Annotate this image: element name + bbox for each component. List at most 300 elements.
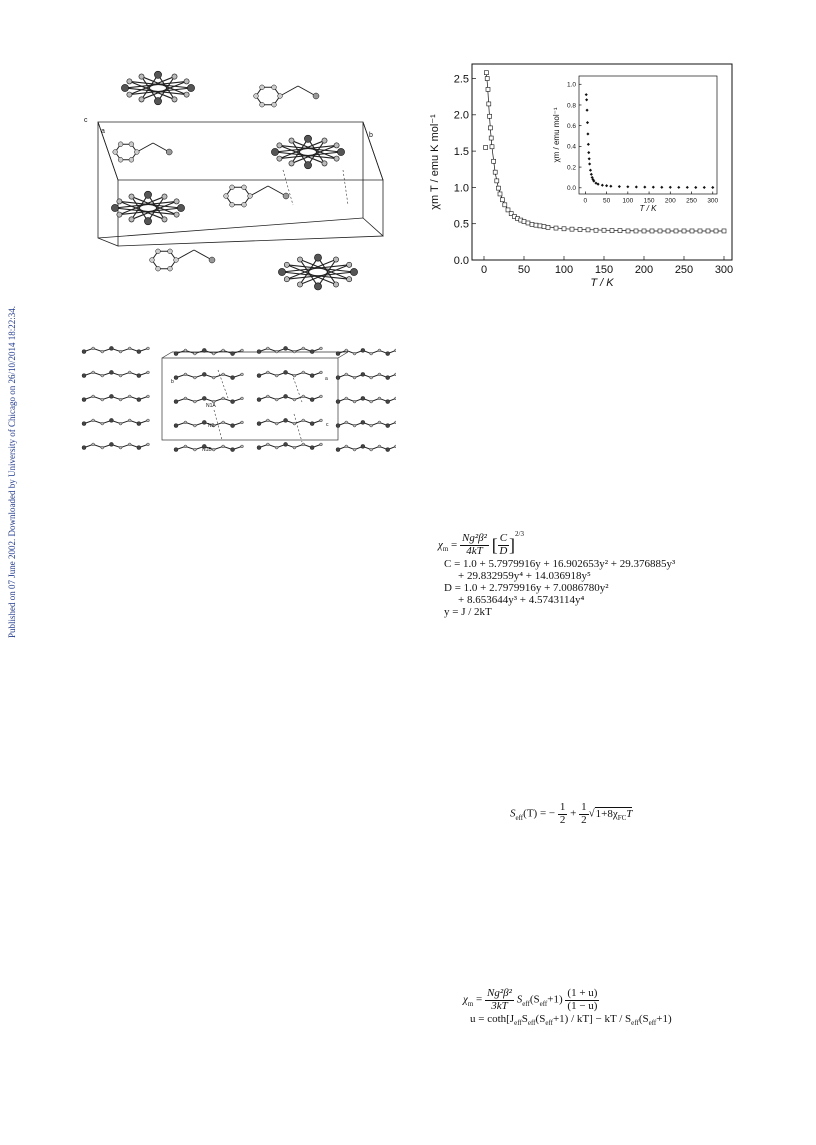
atom: [361, 444, 365, 448]
inset-xtick-label: 300: [707, 197, 719, 205]
eq2-radicand: $1+8\chi_{FC}T$: [595, 807, 633, 822]
atom: [297, 282, 302, 287]
atom: [212, 376, 215, 379]
main-xtick-label: 50: [517, 264, 531, 276]
planar-molecule: [82, 418, 149, 425]
main-point: [542, 225, 546, 229]
atom: [184, 373, 187, 376]
planar-molecule: [257, 442, 322, 449]
atom: [283, 193, 289, 199]
atom: [128, 443, 131, 446]
atom: [293, 422, 296, 425]
atom: [293, 398, 296, 401]
atom: [119, 374, 122, 377]
main-xtick-label: 250: [674, 264, 694, 276]
ring: [256, 87, 280, 104]
main-point: [498, 192, 502, 196]
eq2-arg: (T) = −: [523, 807, 556, 820]
main-point: [546, 225, 550, 229]
planar-molecule: [257, 346, 322, 353]
atom: [320, 347, 323, 350]
atom: [241, 445, 244, 448]
main-point: [492, 159, 496, 163]
atom: [386, 376, 390, 380]
atom: [82, 398, 86, 402]
atom: [222, 421, 225, 424]
inset-xtick-label: 150: [643, 197, 655, 205]
benzyl-group: [113, 142, 172, 162]
atom: [277, 143, 282, 148]
atom: [92, 395, 95, 398]
atom: [241, 397, 244, 400]
atom: [101, 374, 104, 377]
atom: [202, 396, 206, 400]
equation-3: [463, 988, 672, 1027]
label-n1b: N1B: [202, 447, 212, 453]
atom: [222, 373, 225, 376]
atom: [137, 398, 141, 402]
planar-molecule: [336, 396, 396, 403]
ring: [226, 187, 250, 204]
atom: [139, 97, 144, 102]
atom: [275, 398, 278, 401]
axis-label-b: b: [369, 132, 373, 139]
contact-line: [292, 374, 302, 402]
atom: [378, 349, 381, 352]
atom: [128, 347, 131, 350]
atom: [347, 262, 352, 267]
eq1-c-line1: C = 1.0 + 5.7979916y + 16.902653y² + 29.376885y³: [444, 557, 676, 570]
atom: [147, 371, 150, 374]
atom: [345, 349, 348, 352]
atom: [284, 442, 288, 446]
atom: [121, 84, 128, 91]
molecule-cluster: [121, 71, 194, 105]
atom: [111, 204, 118, 211]
atom: [241, 349, 244, 352]
eq1-d-line2: + 8.653644y³ + 4.5743114y⁴: [458, 593, 585, 606]
atom: [334, 156, 339, 161]
main-ytick-label: 1.5: [453, 145, 469, 158]
inset-ytick-label: 0.6: [566, 122, 576, 130]
atom: [370, 424, 373, 427]
atom: [118, 157, 123, 162]
atom: [289, 161, 294, 166]
atom: [128, 371, 131, 374]
atom: [137, 374, 141, 378]
inset-frame: [579, 76, 717, 194]
atom: [101, 446, 104, 449]
publication-watermark: [0, 0, 20, 1145]
eq1-denominator: 4kT: [466, 544, 483, 557]
atom: [172, 97, 177, 102]
atom: [117, 212, 122, 217]
bond: [280, 86, 298, 96]
atom: [129, 157, 134, 162]
bond: [250, 186, 268, 196]
main-point: [586, 228, 590, 232]
atom: [334, 143, 339, 148]
main-xtick-label: 200: [634, 264, 654, 276]
atom: [370, 448, 373, 451]
atom: [266, 443, 269, 446]
atom: [82, 446, 86, 450]
eq1-inner-fraction: [498, 533, 509, 557]
main-ytick-label: 2.0: [453, 109, 469, 122]
atom: [386, 424, 390, 428]
atom: [314, 283, 321, 290]
atom: [242, 202, 247, 207]
atom: [242, 185, 247, 190]
eq2-half-2: $\frac{1}{2}$: [581, 801, 587, 826]
atom: [193, 352, 196, 355]
main-ytick-label: 0.0: [453, 254, 469, 267]
main-point: [634, 229, 638, 233]
atom: [144, 218, 151, 225]
eq1-y-def: y = J / 2kT: [444, 605, 492, 618]
atom: [320, 371, 323, 374]
main-point: [493, 170, 497, 174]
main-point: [534, 223, 538, 227]
atom: [128, 395, 131, 398]
atom: [310, 422, 314, 426]
molecule-cluster: [278, 254, 357, 290]
ring: [115, 144, 137, 160]
atom: [395, 445, 396, 448]
main-point: [500, 198, 504, 202]
atom: [174, 400, 178, 404]
atom: [350, 268, 357, 275]
planar-molecule: [82, 442, 149, 449]
main-ytick-label: 1.0: [453, 182, 469, 195]
main-point: [666, 229, 670, 233]
planar-molecule: [82, 370, 149, 377]
atom: [302, 443, 305, 446]
atom: [222, 397, 225, 400]
atom: [209, 257, 215, 263]
planar-molecule: [257, 370, 322, 377]
atom: [275, 422, 278, 425]
hydrogen-bond: [283, 170, 293, 205]
atom: [162, 217, 167, 222]
atom: [222, 349, 225, 352]
atom: [109, 370, 113, 374]
main-point: [484, 71, 488, 75]
ring: [152, 251, 176, 268]
atom: [174, 352, 178, 356]
atom: [370, 400, 373, 403]
benzyl-group: [254, 85, 319, 107]
main-point: [490, 145, 494, 149]
atom: [109, 346, 113, 350]
main-point: [484, 145, 488, 149]
eq1-chi: χ: [438, 539, 443, 551]
atom: [230, 185, 235, 190]
main-point: [650, 229, 654, 233]
atom: [113, 150, 118, 155]
main-point: [674, 229, 678, 233]
main-point: [485, 77, 489, 81]
atom: [101, 398, 104, 401]
planar-molecule: [336, 420, 396, 427]
atom: [266, 371, 269, 374]
inset-ytick-label: 0.2: [566, 164, 576, 172]
main-point: [522, 220, 526, 224]
main-point: [618, 229, 622, 233]
main-point: [706, 229, 710, 233]
atom: [177, 204, 184, 211]
atom: [119, 446, 122, 449]
atom: [129, 194, 134, 199]
atom: [320, 419, 323, 422]
atom: [310, 398, 314, 402]
atom: [184, 397, 187, 400]
atom: [127, 92, 132, 97]
main-point: [626, 229, 630, 233]
main-point: [610, 229, 614, 233]
crystal-packing-figure: [78, 60, 390, 308]
atom: [370, 352, 373, 355]
atom: [257, 422, 261, 426]
layer-axis-c: c: [326, 422, 329, 428]
atom: [361, 372, 365, 376]
inset-ytick-label: 0.0: [566, 185, 576, 193]
atom: [345, 421, 348, 424]
atom: [92, 443, 95, 446]
atom: [92, 347, 95, 350]
atom: [109, 442, 113, 446]
atom: [395, 421, 396, 424]
atom: [231, 352, 235, 356]
atom: [284, 394, 288, 398]
atom: [184, 445, 187, 448]
atom: [322, 161, 327, 166]
atom: [162, 194, 167, 199]
main-xlabel: T / K: [590, 277, 614, 289]
atom: [119, 422, 122, 425]
atom: [345, 373, 348, 376]
atom: [353, 424, 356, 427]
atom: [271, 148, 278, 155]
atom: [147, 419, 150, 422]
atom: [257, 350, 261, 354]
inset-xtick-label: 250: [686, 197, 697, 205]
eq3-main: $\chi_m$ = $\frac{\text{Ng²β²}}{3kT}$ $S_{eff}(S_{eff}+1)$ $\frac{(1 + u)}{(1 - u)}$: [463, 987, 598, 1012]
atom: [184, 92, 189, 97]
atom: [224, 194, 229, 199]
label-n1a: N1A: [206, 403, 216, 409]
atom: [147, 395, 150, 398]
main-point: [682, 229, 686, 233]
eq1-d-line1: D = 1.0 + 2.7979916y + 7.0086780y²: [444, 581, 609, 594]
main-point: [486, 87, 490, 91]
atom: [333, 257, 338, 262]
atom: [257, 446, 261, 450]
atom: [353, 448, 356, 451]
atom: [254, 94, 259, 99]
atom: [322, 138, 327, 143]
atom: [134, 150, 139, 155]
eq3-chi: χ: [463, 993, 468, 1006]
planar-molecule: [174, 372, 243, 379]
atom: [278, 94, 283, 99]
atom: [129, 217, 134, 222]
main-point: [570, 227, 574, 231]
main-point: [488, 114, 492, 118]
atom: [230, 202, 235, 207]
atom: [378, 397, 381, 400]
inset-ytick-label: 0.8: [566, 102, 576, 110]
atom: [310, 374, 314, 378]
atom: [302, 419, 305, 422]
atom: [156, 266, 161, 271]
atom: [184, 79, 189, 84]
atom: [320, 443, 323, 446]
atom: [137, 422, 141, 426]
contact-line: [294, 414, 302, 442]
layer-packing-figure: [78, 340, 396, 470]
main-point: [714, 229, 718, 233]
main-point: [642, 229, 646, 233]
atom: [92, 371, 95, 374]
atom: [193, 376, 196, 379]
benzyl-group: [224, 185, 289, 207]
atom: [193, 400, 196, 403]
atom: [257, 374, 261, 378]
atom: [109, 418, 113, 422]
eq2-s-sub: eff: [515, 813, 524, 822]
main-xtick-label: 150: [594, 264, 614, 276]
inset-xlabel: T / K: [639, 204, 657, 213]
eq2-s: S: [510, 807, 516, 820]
atom: [147, 443, 150, 446]
atom: [154, 71, 161, 78]
atom: [174, 212, 179, 217]
planar-molecule: [336, 372, 396, 379]
atom: [302, 395, 305, 398]
bond: [176, 250, 194, 260]
atom: [202, 348, 206, 352]
atom: [150, 258, 155, 263]
atom: [275, 350, 278, 353]
main-point: [690, 229, 694, 233]
atom: [266, 347, 269, 350]
eq2-plus: +: [570, 807, 577, 820]
eq3-fraction-2: $\frac{(1 + u)}{(1 - u)}$: [567, 987, 598, 1012]
atom: [284, 346, 288, 350]
atom: [231, 376, 235, 380]
equation-2: $S_{eff}(T)$ = − $\frac{1}{2}$ + $\frac{1}{2}$ $√1+8\chi_{FC}T$: [510, 801, 633, 826]
atom: [202, 420, 206, 424]
main-xtick-label: 100: [554, 264, 574, 276]
atom: [336, 424, 340, 428]
main-point: [487, 102, 491, 106]
eq1-inner-num: C: [499, 532, 508, 545]
hydrogen-bond: [343, 170, 348, 205]
atom: [361, 348, 365, 352]
molecule-clusters: [111, 71, 357, 290]
atom: [222, 445, 225, 448]
atom: [302, 347, 305, 350]
atom: [347, 277, 352, 282]
atom: [395, 373, 396, 376]
main-point: [562, 227, 566, 231]
atom: [386, 448, 390, 452]
atom: [168, 249, 173, 254]
atom: [314, 254, 321, 261]
atom: [361, 420, 365, 424]
atom: [378, 373, 381, 376]
atom: [82, 350, 86, 354]
main-point: [495, 179, 499, 183]
bond: [137, 143, 153, 152]
unit-cell-box: [98, 122, 383, 246]
atom: [284, 418, 288, 422]
molecule-cluster: [271, 135, 344, 169]
eq1-inner-den: D: [499, 544, 508, 557]
atom: [336, 448, 340, 452]
atom: [336, 376, 340, 380]
atom: [336, 352, 340, 356]
atom: [297, 257, 302, 262]
atom: [231, 400, 235, 404]
atom: [278, 268, 285, 275]
atom: [241, 421, 244, 424]
planar-molecule: [257, 394, 322, 401]
atom: [166, 149, 172, 155]
atom: [119, 398, 122, 401]
atom: [284, 262, 289, 267]
axis-label-a: a: [101, 128, 105, 135]
atom: [128, 419, 131, 422]
eq3-fraction: $\frac{\text{Ng²β²}}{3kT}$: [487, 987, 512, 1012]
atom: [144, 191, 151, 198]
main-point: [488, 126, 492, 130]
atom: [310, 350, 314, 354]
atom: [184, 421, 187, 424]
inset-xtick-label: 0: [583, 197, 588, 205]
main-point: [698, 229, 702, 233]
atom: [313, 93, 319, 99]
inset-ytick-label: 1.0: [566, 81, 576, 89]
eq1-numerator: Ng²β²: [462, 532, 487, 545]
atom: [82, 422, 86, 426]
atom: [266, 419, 269, 422]
main-xtick-label: 0: [480, 264, 488, 276]
benzyl-group: [150, 249, 215, 271]
atom: [168, 266, 173, 271]
atom: [129, 142, 134, 147]
atom: [119, 350, 122, 353]
atom: [257, 398, 261, 402]
atom: [302, 371, 305, 374]
atom: [260, 102, 265, 107]
eq1-main: $\chi_m$ = $\frac{\text{Ng²β²}}{4kT}$ [ $\frac{C}{D}$ ]$^{2/3}$: [438, 530, 524, 557]
atom: [202, 372, 206, 376]
atom: [275, 374, 278, 377]
atom: [187, 84, 194, 91]
atom: [174, 424, 178, 428]
atom: [386, 352, 390, 356]
atom: [172, 74, 177, 79]
atom: [310, 446, 314, 450]
atom: [333, 282, 338, 287]
main-point: [658, 229, 662, 233]
inset-xtick-label: 100: [622, 197, 634, 205]
atom: [320, 395, 323, 398]
atom: [353, 400, 356, 403]
atom: [174, 258, 179, 263]
